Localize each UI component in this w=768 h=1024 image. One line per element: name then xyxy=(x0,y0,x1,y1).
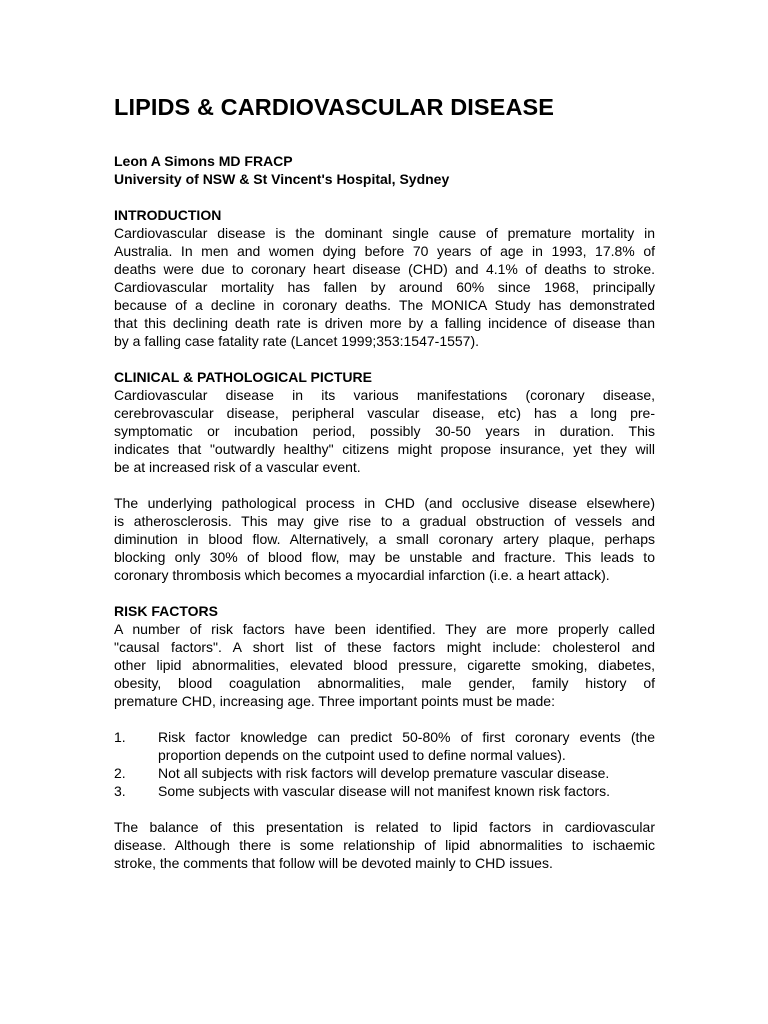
paragraph-line: "causal factors". A short list of these factors might include: cholesterol and xyxy=(114,639,655,655)
paragraph-line: Cardiovascular disease is the dominant single cause of premature mortality in xyxy=(114,225,655,241)
list-item-number: 2. xyxy=(114,765,126,781)
author-affiliation: University of NSW & St Vincent's Hospital, Sydney xyxy=(114,171,450,187)
paragraph-line: indicates that "outwardly healthy" citizens might propose insurance, yet they will xyxy=(114,441,655,457)
risk-points-list xyxy=(114,728,655,800)
paragraph-line: cerebrovascular disease, peripheral vascular disease, etc) has a long pre- xyxy=(114,405,655,421)
list-item xyxy=(114,764,655,782)
risk-factors-heading: RISK FACTORS xyxy=(114,603,218,619)
author-block xyxy=(114,152,655,188)
paragraph-line: coronary thrombosis which becomes a myocardial infarction (i.e. a heart attack). xyxy=(114,567,610,583)
list-item-line: proportion depends on the cutpoint used to define normal values). xyxy=(158,747,566,763)
spacer xyxy=(114,800,655,818)
introduction-paragraph xyxy=(114,224,655,350)
paragraph-line: because of a decline in coronary deaths. The MONICA Study has demonstrated xyxy=(114,297,655,313)
paragraph-line: Cardiovascular disease in its various manifestations (coronary disease, xyxy=(114,387,655,403)
closing-paragraph xyxy=(114,818,655,872)
spacer xyxy=(114,584,655,602)
spacer xyxy=(114,476,655,494)
paragraph-line: deaths were due to coronary heart disease (CHD) and 4.1% of deaths to stroke. xyxy=(114,261,655,277)
paragraph-line: The underlying pathological process in CHD (and occlusive disease elsewhere) xyxy=(114,495,655,511)
paragraph-line: other lipid abnormalities, elevated blood pressure, cigarette smoking, diabetes, xyxy=(114,657,655,673)
risk-factors-paragraph xyxy=(114,620,655,710)
spacer xyxy=(114,188,655,206)
list-item-line: Not all subjects with risk factors will develop premature vascular disease. xyxy=(158,765,610,781)
list-item-line: Risk factor knowledge can predict 50-80% of first coronary events (the xyxy=(158,729,655,745)
list-item xyxy=(114,782,655,800)
clinical-paragraph-1 xyxy=(114,386,655,476)
paragraph-line: disease. Although there is some relationship of lipid abnormalities to ischaemic xyxy=(114,837,655,853)
paragraph-line: premature CHD, increasing age. Three important points must be made: xyxy=(114,693,555,709)
spacer xyxy=(114,710,655,728)
author-name: Leon A Simons MD FRACP xyxy=(114,153,293,169)
introduction-heading: INTRODUCTION xyxy=(114,207,222,223)
list-item-line: Some subjects with vascular disease will not manifest known risk factors. xyxy=(158,783,611,799)
paragraph-line: diminution in blood flow. Alternatively, a small coronary artery plaque, perhaps xyxy=(114,531,655,547)
clinical-heading: CLINICAL & PATHOLOGICAL PICTURE xyxy=(114,369,372,385)
paragraph-line: stroke, the comments that follow will be devoted mainly to CHD issues. xyxy=(114,855,553,871)
paragraph-line: be at increased risk of a vascular event. xyxy=(114,459,361,475)
list-item-number: 1. xyxy=(114,729,126,745)
spacer xyxy=(114,350,655,368)
clinical-paragraph-2 xyxy=(114,494,655,584)
document-title: LIPIDS & CARDIOVASCULAR DISEASE xyxy=(114,94,555,120)
paragraph-line: blocking only 30% of blood flow, may be unstable and fracture. This leads to xyxy=(114,549,655,565)
paragraph-line: Cardiovascular mortality has fallen by around 60% since 1968, principally xyxy=(114,279,655,295)
paragraph-line: The balance of this presentation is related to lipid factors in cardiovascular xyxy=(114,819,655,835)
paragraph-line: symptomatic or incubation period, possibly 30-50 years in duration. This xyxy=(114,423,655,439)
paragraph-line: A number of risk factors have been identified. They are more properly called xyxy=(114,621,655,637)
paragraph-line: by a falling case fatality rate (Lancet 1999;353:1547-1557). xyxy=(114,333,480,349)
paragraph-line: Australia. In men and women dying before 70 years of age in 1993, 17.8% of xyxy=(114,243,655,259)
list-item-number: 3. xyxy=(114,783,126,799)
paragraph-line: is atherosclerosis. This may give rise to a gradual obstruction of vessels and xyxy=(114,513,655,529)
document-page xyxy=(114,92,655,872)
paragraph-line: that this declining death rate is driven more by a falling incidence of disease than xyxy=(114,315,655,331)
paragraph-line: obesity, blood coagulation abnormalities, male gender, family history of xyxy=(114,675,655,691)
list-item xyxy=(114,728,655,764)
